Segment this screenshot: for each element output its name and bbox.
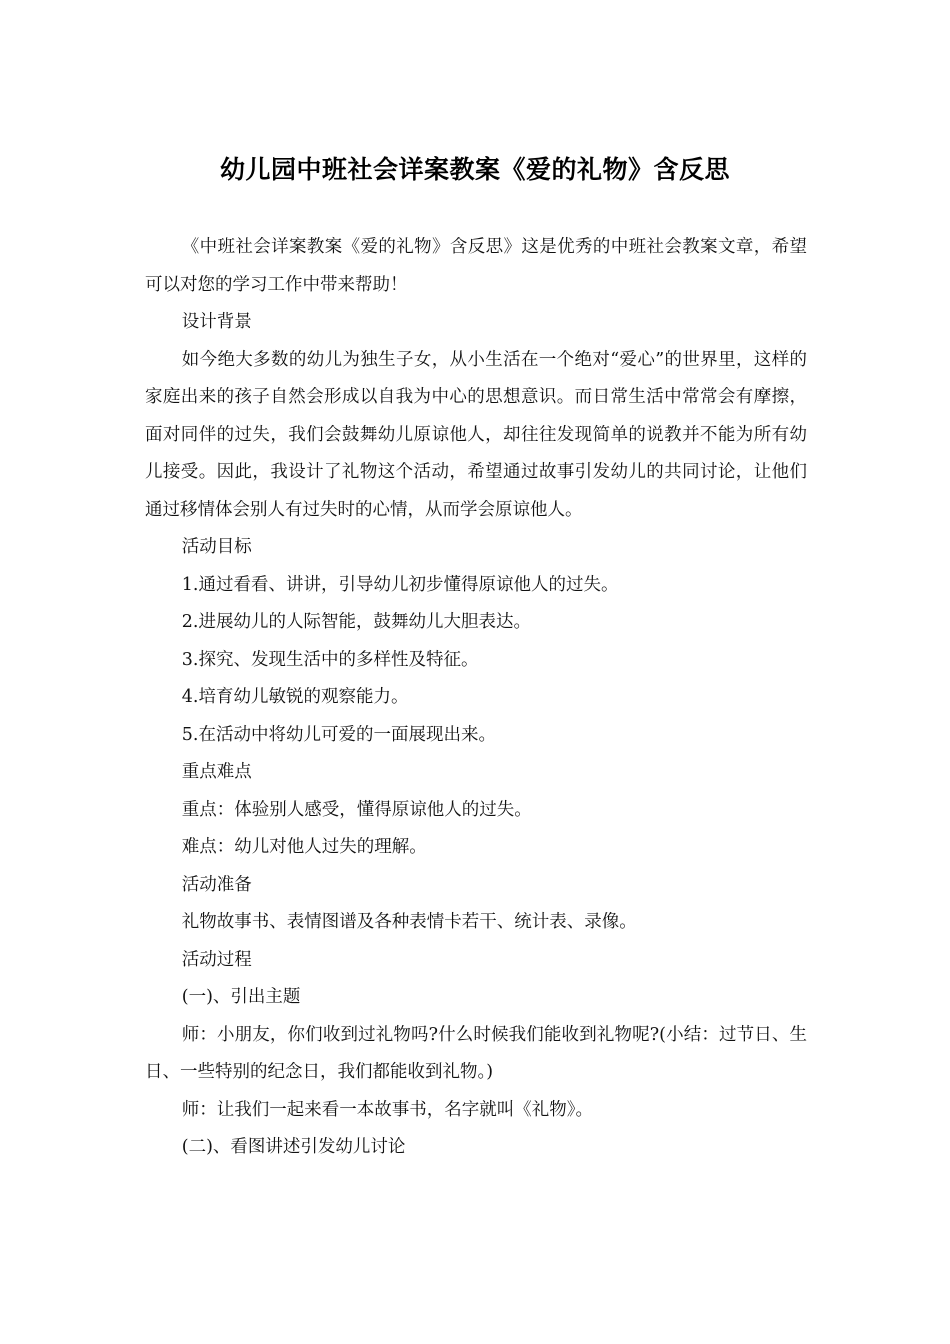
background-paragraph: 如今绝大多数的幼儿为独生子女，从小生活在一个绝对“爱心”的世界里，这样的家庭出来的孩子自然会形成以自我为中心的思想意识。而日常生活中常常会有摩擦，面对同伴的过失，我们会鼓舞幼儿原谅他人，却往往发现简单的说教并不能为所有幼儿接受。因此，我设计了礼物这个活动，希望通过故事引发幼儿的共同讨论，让他们通过移情体会别人有过失时的心情，从而学会原谅他人。: [145, 349, 807, 520]
teacher-dialogue-2: 师：让我们一起来看一本故事书，名字就叫《礼物》。: [181, 1099, 593, 1120]
teacher-dialogue-1: 师：小朋友，你们收到过礼物吗?什么时候我们能收到礼物呢?(小结：过节日、生日、一些特别的纪念日，我们都能收到礼物。): [145, 1024, 807, 1082]
heading-key-difficulties: 重点难点: [181, 762, 252, 782]
process-step-2-heading: (二)、看图讲述引发幼儿讨论: [181, 1137, 406, 1157]
document-title: 幼儿园中班社会详案教案《爱的礼物》含反思: [219, 155, 730, 184]
goal-item-1: 1.通过看看、讲讲，引导幼儿初步懂得原谅他人的过失。: [181, 574, 619, 595]
process-step-1-heading: (一)、引出主题: [181, 987, 301, 1007]
heading-activity-goals: 活动目标: [181, 537, 252, 557]
heading-design-background: 设计背景: [181, 312, 252, 332]
document-body: [145, 229, 807, 1167]
difficulty-paragraph: 难点：幼儿对他人过失的理解。: [181, 837, 427, 857]
goal-item-4: 4.培育幼儿敏锐的观察能力。: [181, 687, 409, 707]
key-point-paragraph: 重点：体验别人感受，懂得原谅他人的过失。: [181, 799, 532, 820]
intro-paragraph: 《中班社会详案教案《爱的礼物》含反思》这是优秀的中班社会教案文章，希望可以对您的学习工作中带来帮助！: [145, 237, 807, 295]
goal-item-5: 5.在活动中将幼儿可爱的一面展现出来。: [181, 724, 496, 745]
heading-activity-process: 活动过程: [181, 949, 252, 970]
heading-activity-preparation: 活动准备: [181, 874, 252, 895]
preparation-paragraph: 礼物故事书、表情图谱及各种表情卡若干、统计表、录像。: [181, 912, 637, 932]
goal-item-2: 2.进展幼儿的人际智能，鼓舞幼儿大胆表达。: [181, 612, 531, 632]
goal-item-3: 3.探究、发现生活中的多样性及特征。: [181, 649, 479, 670]
